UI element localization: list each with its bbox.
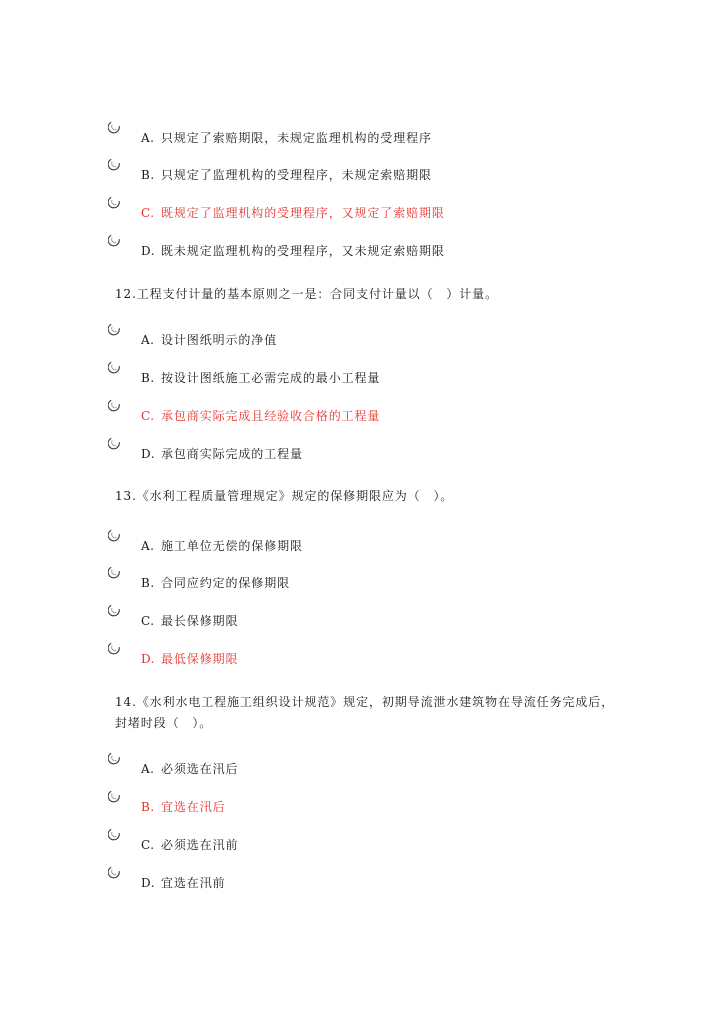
radio-button-icon[interactable] [108, 157, 122, 171]
option-letter: A. [141, 333, 155, 347]
option-letter: A. [141, 539, 155, 553]
option-letter: C. [141, 206, 155, 220]
radio-button-icon[interactable] [108, 322, 122, 336]
radio-button-icon[interactable] [108, 360, 122, 374]
q13-option-d[interactable] [108, 641, 628, 671]
option-letter: C. [141, 409, 155, 423]
option-text: 设计图纸明示的净值 [161, 333, 278, 347]
option-text: 既未规定监理机构的受理程序，又未规定索赔期限 [161, 244, 445, 258]
option-text: 承包商实际完成的工程量 [161, 447, 303, 461]
question-14-stem: 14.《水利水电工程施工组织设计规范》规定，初期导流泄水建筑物在导流任务完成后，封堵时段（ ）。 [115, 695, 615, 730]
radio-button-icon[interactable] [108, 751, 122, 765]
q14-option-c[interactable] [108, 827, 628, 857]
radio-button-icon[interactable] [108, 195, 122, 209]
question-13-stem: 13.《水利工程质量管理规定》规定的保修期限应为（ ）。 [115, 489, 454, 503]
q12-option-a[interactable] [108, 322, 628, 352]
option-letter: C. [141, 614, 155, 628]
option-letter: B. [141, 800, 155, 814]
q12-option-d[interactable] [108, 436, 628, 466]
radio-button-icon[interactable] [108, 528, 122, 542]
option-letter: B. [141, 371, 155, 385]
option-text: 既规定了监理机构的受理程序，又规定了索赔期限 [161, 206, 445, 220]
radio-button-icon[interactable] [108, 565, 122, 579]
option-letter: A. [141, 131, 155, 145]
q11-option-b[interactable] [108, 157, 628, 187]
radio-button-icon[interactable] [108, 603, 122, 617]
option-text: 施工单位无偿的保修期限 [161, 539, 303, 553]
q13-option-b[interactable] [108, 565, 628, 595]
q11-option-c[interactable] [108, 195, 628, 225]
option-text: 合同应约定的保修期限 [161, 576, 291, 590]
option-letter: D. [141, 447, 156, 461]
q11-option-d[interactable] [108, 233, 628, 263]
radio-button-icon[interactable] [108, 641, 122, 655]
radio-button-icon[interactable] [108, 789, 122, 803]
q14-option-a[interactable] [108, 751, 628, 781]
radio-button-icon[interactable] [108, 398, 122, 412]
q13-option-a[interactable] [108, 528, 628, 558]
option-text: 宜选在汛后 [161, 800, 226, 814]
option-letter: B. [141, 576, 155, 590]
q11-option-a[interactable] [108, 120, 628, 150]
radio-button-icon[interactable] [108, 827, 122, 841]
option-text: 必须选在汛后 [161, 762, 239, 776]
q12-option-b[interactable] [108, 360, 628, 390]
option-text: 必须选在汛前 [161, 838, 239, 852]
option-letter: C. [141, 838, 155, 852]
question-12-stem: 12.工程支付计量的基本原则之一是：合同支付计量以（ ）计量。 [115, 287, 498, 301]
q14-option-d[interactable] [108, 865, 628, 895]
option-text: 宜选在汛前 [161, 876, 226, 890]
option-letter: B. [141, 168, 155, 182]
option-text: 最长保修期限 [161, 614, 239, 628]
option-letter: A. [141, 762, 155, 776]
q14-option-b[interactable] [108, 789, 628, 819]
option-letter: D. [141, 876, 156, 890]
q13-option-c[interactable] [108, 603, 628, 633]
option-text: 按设计图纸施工必需完成的最小工程量 [161, 371, 381, 385]
radio-button-icon[interactable] [108, 436, 122, 450]
radio-button-icon[interactable] [108, 233, 122, 247]
option-text: 承包商实际完成且经验收合格的工程量 [161, 409, 381, 423]
option-text: 只规定了监理机构的受理程序，未规定索赔期限 [161, 168, 432, 182]
option-letter: D. [141, 244, 156, 258]
option-letter: D. [141, 652, 156, 666]
radio-button-icon[interactable] [108, 120, 122, 134]
option-text: 只规定了索赔期限，未规定监理机构的受理程序 [161, 131, 432, 145]
option-text: 最低保修期限 [161, 652, 239, 666]
radio-button-icon[interactable] [108, 865, 122, 879]
q12-option-c[interactable] [108, 398, 628, 428]
